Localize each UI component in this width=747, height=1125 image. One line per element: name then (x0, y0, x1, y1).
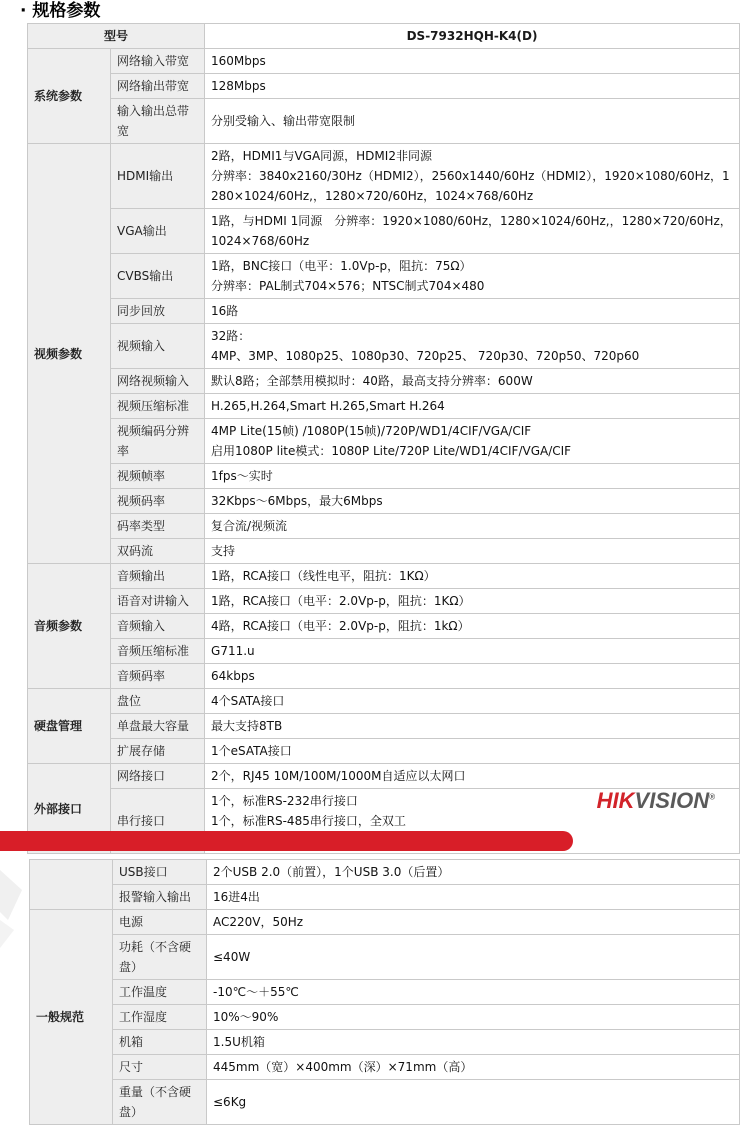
param-name-cell: 音频码率 (111, 664, 205, 689)
value-line: 32Kbps～6Mbps，最大6Mbps (211, 494, 383, 508)
param-value-cell (207, 885, 740, 910)
param-value-cell (205, 639, 740, 664)
category-cell: 硬盘管理 (28, 689, 111, 764)
value-line: 2路，HDMI1与VGA同源，HDMI2非同源 (211, 149, 432, 163)
param-value-cell (207, 935, 740, 980)
table-row (30, 910, 740, 935)
param-name-cell: 扩展存储 (111, 739, 205, 764)
table-row (28, 464, 740, 489)
table-row (28, 299, 740, 324)
category-cell: 视频参数 (28, 144, 111, 564)
param-value-cell (205, 489, 740, 514)
value-line: 1个，标准RS-232串行接口 (211, 794, 358, 808)
param-value-cell (207, 980, 740, 1005)
param-name-cell: 工作湿度 (113, 1005, 207, 1030)
table-row (28, 254, 740, 299)
param-value-cell (205, 539, 740, 564)
param-name-cell: 尺寸 (113, 1055, 207, 1080)
value-line: 16路 (211, 304, 239, 318)
param-value-cell (205, 394, 740, 419)
param-value-cell (205, 49, 740, 74)
value-line: 1路，RCA接口（线性电平，阻抗：1KΩ） (211, 569, 436, 583)
table-row (28, 714, 740, 739)
param-name-cell: 重量（不含硬盘） (113, 1080, 207, 1125)
table-row (28, 324, 740, 369)
value-line: 1路，与HDMI 1同源 分辨率：1920×1080/60Hz，1280×1024/60Hz,，1280×720/60Hz，1024×768/60Hz (211, 214, 732, 248)
param-name-cell: 串行接口 (111, 789, 205, 854)
table-row (28, 369, 740, 394)
param-name-cell: 码率类型 (111, 514, 205, 539)
table-row (28, 764, 740, 789)
category-cell: 系统参数 (28, 49, 111, 144)
param-value-cell (205, 514, 740, 539)
param-name-cell: 视频帧率 (111, 464, 205, 489)
param-value-cell (207, 910, 740, 935)
table-row (28, 589, 740, 614)
param-value-cell (205, 74, 740, 99)
table-row (28, 394, 740, 419)
param-name-cell: 工作温度 (113, 980, 207, 1005)
param-value-cell (205, 714, 740, 739)
param-value-cell (207, 1055, 740, 1080)
table-row (30, 1080, 740, 1125)
value-line: 分辨率：3840x2160/30Hz（HDMI2），2560x1440/60Hz（HDMI2），1920×1080/60Hz，1280×1024/60Hz,，1280×720/60Hz，1024×768/60Hz (211, 169, 730, 203)
value-line: 1fps～实时 (211, 469, 273, 483)
param-value-cell (207, 1005, 740, 1030)
value-line: 64kbps (211, 669, 255, 683)
param-name-cell: 电源 (113, 910, 207, 935)
param-name-cell: 网络视频输入 (111, 369, 205, 394)
param-value-cell (205, 324, 740, 369)
category-cell: 音频参数 (28, 564, 111, 689)
param-value-cell (205, 144, 740, 209)
value-line: 默认8路；全部禁用模拟时：40路，最高支持分辨率：600W (211, 374, 533, 388)
table-row (28, 614, 740, 639)
param-value-cell (205, 564, 740, 589)
value-line: 16进4出 (213, 890, 260, 904)
value-line: 1路，RCA接口（电平：2.0Vp-p，阻抗：1KΩ） (211, 594, 471, 608)
table-row (30, 860, 740, 885)
param-value-cell (205, 689, 740, 714)
param-name-cell: 网络输出带宽 (111, 74, 205, 99)
value-line: 分别受输入、输出带宽限制 (211, 114, 356, 128)
param-name-cell: 同步回放 (111, 299, 205, 324)
model-label: 型号 (28, 24, 205, 49)
param-name-cell: 音频压缩标准 (111, 639, 205, 664)
value-line: 445mm（宽）×400mm（深）×71mm（高） (213, 1060, 473, 1074)
param-name-cell: 网络输入带宽 (111, 49, 205, 74)
table-row (28, 539, 740, 564)
param-name-cell: USB接口 (113, 860, 207, 885)
table-row (30, 980, 740, 1005)
param-name-cell: 报警输入输出 (113, 885, 207, 910)
param-name-cell: HDMI输出 (111, 144, 205, 209)
hikvision-logo (597, 788, 715, 814)
param-name-cell: 单盘最大容量 (111, 714, 205, 739)
param-name-cell: 视频压缩标准 (111, 394, 205, 419)
table-row (30, 1005, 740, 1030)
table-row (28, 689, 740, 714)
table-row (30, 885, 740, 910)
param-name-cell: 盘位 (111, 689, 205, 714)
value-line: ≤6Kg (213, 1095, 247, 1109)
table-row (30, 1030, 740, 1055)
spec-table-main (27, 23, 740, 854)
param-value-cell (207, 860, 740, 885)
category-cell (30, 860, 113, 910)
param-name-cell: 音频输入 (111, 614, 205, 639)
table-row (28, 419, 740, 464)
param-name-cell: 双码流 (111, 539, 205, 564)
value-line: 4个SATA接口 (211, 694, 285, 708)
param-name-cell: CVBS输出 (111, 254, 205, 299)
value-line: 2个，RJ45 10M/100M/1000M自适应以太网口 (211, 769, 466, 783)
param-value-cell (205, 299, 740, 324)
value-line: 分辨率：PAL制式704×576；NTSC制式704×480 (211, 279, 485, 293)
table-row (28, 739, 740, 764)
param-name-cell: 网络接口 (111, 764, 205, 789)
table-row (28, 144, 740, 209)
table-header-row (28, 24, 740, 49)
value-line: 4MP Lite(15帧) /1080P(15帧)/720P/WD1/4CIF/VGA/CIF (211, 424, 532, 438)
value-line: G711.u (211, 644, 255, 658)
param-name-cell: 音频输出 (111, 564, 205, 589)
param-value-cell (205, 764, 740, 789)
value-line: 1.5U机箱 (213, 1035, 265, 1049)
param-name-cell: 视频输入 (111, 324, 205, 369)
param-name-cell: 机箱 (113, 1030, 207, 1055)
value-line: H.265,H.264,Smart H.265,Smart H.264 (211, 399, 445, 413)
table-row (30, 935, 740, 980)
value-line: 1个eSATA接口 (211, 744, 292, 758)
value-line: 32路： (211, 329, 251, 343)
value-line: AC220V，50Hz (213, 915, 304, 929)
param-name-cell: 视频编码分辨率 (111, 419, 205, 464)
value-line: 4MP、3MP、1080p25、1080p30、720p25、 720p30、720p50、720p60 (211, 349, 640, 363)
table-row (30, 1055, 740, 1080)
param-name-cell: 视频码率 (111, 489, 205, 514)
param-value-cell (205, 614, 740, 639)
value-line: 1个，标准RS-485串行接口，全双工 (211, 814, 406, 828)
value-line: 128Mbps (211, 79, 266, 93)
table-row (28, 49, 740, 74)
logo-part-hik: HIK (596, 788, 635, 813)
section-title: · 规格参数 (20, 1, 101, 21)
param-name-cell: 语音对讲输入 (111, 589, 205, 614)
param-name-cell: VGA输出 (111, 209, 205, 254)
table-row (28, 74, 740, 99)
param-name-cell: 输入输出总带宽 (111, 99, 205, 144)
value-line: -10℃～＋55℃ (213, 985, 299, 999)
model-value: DS-7932HQH-K4(D) (205, 24, 740, 49)
param-value-cell (205, 664, 740, 689)
param-value-cell (207, 1030, 740, 1055)
logo-part-vision: VISION (634, 788, 710, 813)
value-line: 支持 (211, 544, 236, 558)
value-line: 启用1080P lite模式：1080P Lite/720P Lite/WD1/4CIF/VGA/CIF (211, 444, 572, 458)
value-line: 最大支持8TB (211, 719, 283, 733)
param-value-cell (205, 209, 740, 254)
table-row (28, 99, 740, 144)
param-value-cell (205, 739, 740, 764)
value-line: 复合流/视频流 (211, 519, 288, 533)
param-value-cell (205, 254, 740, 299)
param-value-cell (205, 464, 740, 489)
param-value-cell (207, 1080, 740, 1125)
table-row (28, 209, 740, 254)
value-line: 10%～90% (213, 1010, 279, 1024)
category-cell: 外部接口 (28, 764, 111, 854)
param-name-cell: 功耗（不含硬盘） (113, 935, 207, 980)
param-value-cell (205, 99, 740, 144)
category-cell: 一般规范 (30, 910, 113, 1125)
table-row (28, 489, 740, 514)
table-row (28, 564, 740, 589)
param-value-cell (205, 369, 740, 394)
value-line: 1路，BNC接口（电平：1.0Vp-p，阻抗：75Ω） (211, 259, 472, 273)
spec-table-continued (29, 859, 740, 1125)
param-value-cell (205, 589, 740, 614)
value-line: ≤40W (213, 950, 251, 964)
logo-registered-mark: ® (709, 792, 715, 802)
value-line: 2个USB 2.0（前置），1个USB 3.0（后置） (213, 865, 450, 879)
param-value-cell (205, 419, 740, 464)
table-row (28, 664, 740, 689)
table-row (28, 639, 740, 664)
value-line: 4路，RCA接口（电平：2.0Vp-p，阻抗：1kΩ） (211, 619, 470, 633)
value-line: 160Mbps (211, 54, 266, 68)
red-divider-bar (0, 831, 573, 851)
table-row (28, 514, 740, 539)
